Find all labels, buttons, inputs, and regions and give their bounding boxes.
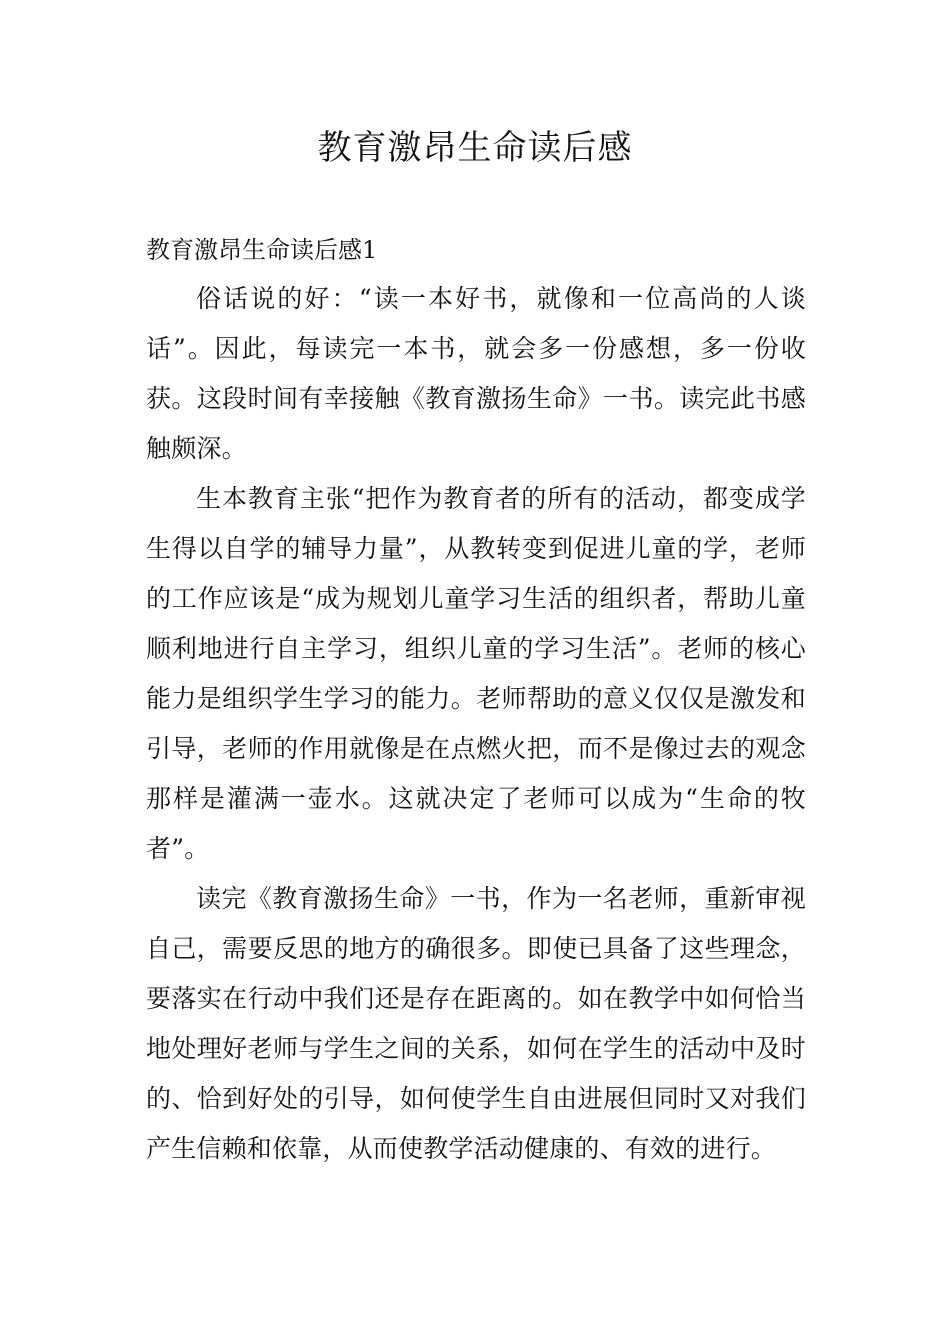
section-heading: 教育激昂生命读后感1: [146, 236, 378, 264]
document-title: 教育激昂生命读后感: [317, 128, 633, 168]
body-paragraph-1: 俗话说的好：“读一本好书，就像和一位高尚的人谈话”。因此，每读完一本书，就会多一份感想，多一份收获。这段时间有幸接触《教育激扬生命》一书。读完此书感触颇深。: [146, 284, 806, 463]
body-paragraph-2: 生本教育主张“把作为教育者的所有的活动，都变成学生得以自学的辅导力量”，从教转变到促进儿童的学，老师的工作应该是“成为规划儿童学习生活的组织者，帮助儿童顺利地进行自主学习，组织儿童的学习生活”。老师的核心能力是组织学生学习的能力。老师帮助的意义仅仅是激发和引导，老师的作用就像是在点燃火把，而不是像过去的观念那样是灌满一壶水。这就决定了老师可以成为“生命的牧者”。: [146, 484, 806, 863]
body-paragraph-3: 读完《教育激扬生命》一书，作为一名老师，重新审视自己，需要反思的地方的确很多。即使已具备了这些理念，要落实在行动中我们还是存在距离的。如在教学中如何恰当地处理好老师与学生之间的关系，如何在学生的活动中及时的、恰到好处的引导，如何使学生自由进展但同时又对我们产生信赖和依靠，从而使教学活动健康的、有效的进行。: [146, 884, 806, 1163]
